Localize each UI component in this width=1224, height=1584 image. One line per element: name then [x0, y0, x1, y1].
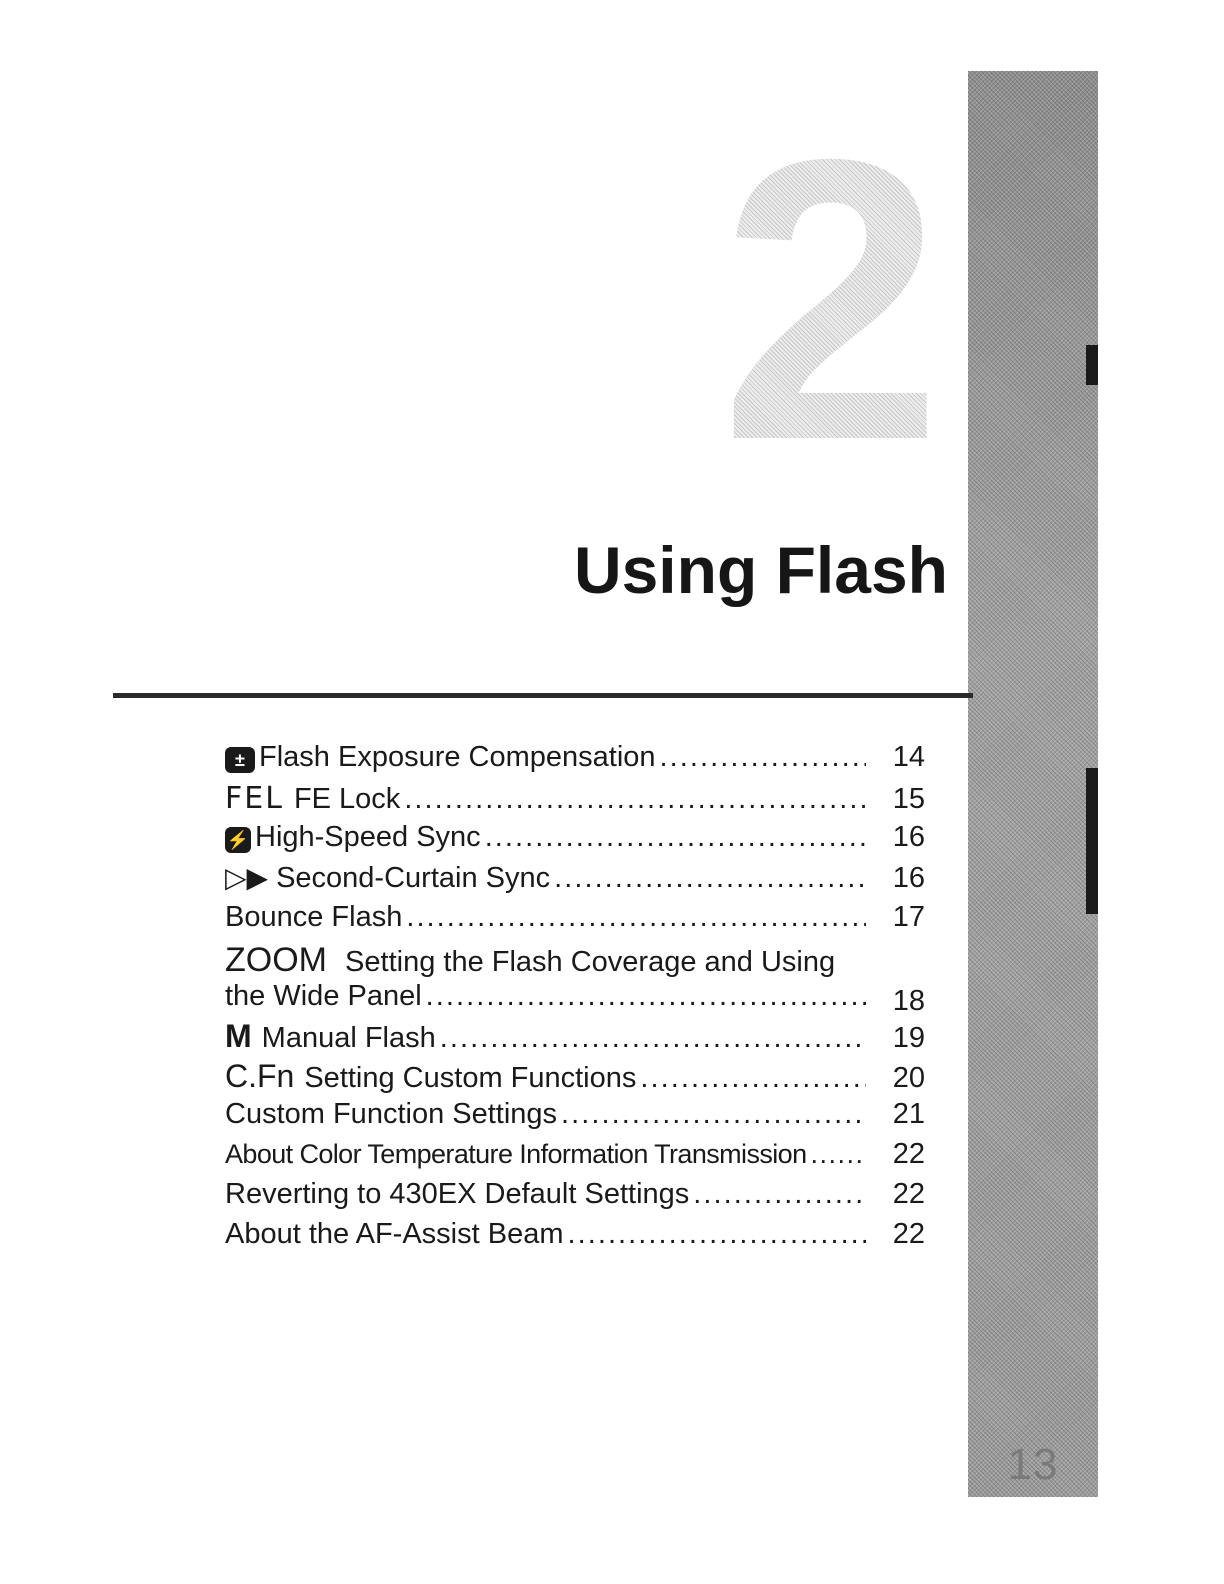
- toc-entry-title: Setting the Flash Coverage and Using: [345, 946, 836, 978]
- dot-leader: [440, 1022, 866, 1055]
- custom-function-symbol: C.Fn: [225, 1058, 295, 1094]
- dot-leader: [810, 1139, 866, 1170]
- flash-exposure-compensation-icon: ±: [225, 747, 255, 773]
- zoom-symbol: ZOOM: [225, 941, 327, 979]
- toc-page-number: 17: [892, 901, 925, 933]
- high-speed-sync-icon: ⚡: [225, 827, 251, 853]
- table-of-contents: [225, 741, 925, 1258]
- toc-entry[interactable]: [225, 1058, 925, 1098]
- toc-entry-title: About the AF-Assist Beam: [225, 1218, 564, 1250]
- dot-leader: [693, 1178, 866, 1211]
- toc-entry[interactable]: [225, 1178, 925, 1218]
- toc-page-number: 20: [892, 1062, 925, 1094]
- toc-entry-title: Bounce Flash: [225, 901, 403, 933]
- toc-page-number: 15: [892, 783, 925, 815]
- dot-leader: [485, 821, 866, 854]
- toc-entry-title: About Color Temperature Information Transmission: [225, 1139, 807, 1169]
- toc-entry-title: Manual Flash: [261, 1022, 436, 1054]
- toc-entry-title: Reverting to 430EX Default Settings: [225, 1178, 690, 1210]
- toc-entry[interactable]: [225, 1138, 925, 1178]
- toc-page-number: 22: [892, 1218, 925, 1250]
- dot-leader: [567, 1218, 866, 1251]
- toc-page-number: 22: [892, 1138, 925, 1170]
- dot-leader: [561, 1098, 866, 1131]
- thumb-tab-mark: [1086, 345, 1098, 385]
- thumb-tab-mark: [1086, 768, 1098, 914]
- second-curtain-sync-icon: ▷▶: [225, 862, 269, 893]
- chapter-title: Using Flash: [573, 533, 948, 607]
- dot-leader: [406, 901, 866, 934]
- chapter-side-bar: [968, 71, 1098, 1497]
- toc-entry[interactable]: [225, 1018, 925, 1058]
- toc-entry[interactable]: [225, 821, 925, 861]
- manual-symbol: M: [225, 1018, 252, 1054]
- toc-entry-title: Second-Curtain Sync: [276, 862, 551, 894]
- toc-page-number: 21: [892, 1098, 925, 1130]
- dot-leader: [426, 980, 866, 1013]
- toc-entry-title-continued: the Wide Panel: [225, 980, 422, 1012]
- toc-page-number: 14: [892, 741, 925, 773]
- dot-leader: [660, 741, 866, 774]
- dot-leader: [404, 783, 866, 816]
- toc-page-number: 22: [892, 1178, 925, 1210]
- toc-entry[interactable]: [225, 741, 925, 781]
- toc-entry[interactable]: [225, 861, 925, 901]
- dot-leader: [554, 862, 866, 895]
- toc-entry[interactable]: [225, 901, 925, 941]
- dot-leader: [640, 1062, 866, 1095]
- toc-entry-title: FE Lock: [293, 783, 401, 815]
- toc-entry[interactable]: [225, 941, 925, 1018]
- toc-page-number: 16: [892, 862, 925, 894]
- toc-entry-title: High-Speed Sync: [255, 821, 481, 853]
- toc-entry[interactable]: [225, 1218, 925, 1258]
- toc-page-number: 16: [892, 821, 925, 853]
- toc-entry[interactable]: [225, 781, 925, 821]
- toc-page-number: 18: [892, 985, 925, 1017]
- toc-entry[interactable]: [225, 1098, 925, 1138]
- title-rule: [113, 693, 973, 698]
- page-number: 13: [1007, 1440, 1059, 1489]
- toc-entry-title: Custom Function Settings: [225, 1098, 558, 1130]
- chapter-number: 2: [720, 76, 943, 523]
- fe-lock-symbol: FEL: [225, 781, 284, 816]
- toc-entry-title: Setting Custom Functions: [304, 1062, 637, 1094]
- toc-page-number: 19: [892, 1022, 925, 1054]
- toc-entry-title: Flash Exposure Compensation: [259, 741, 656, 773]
